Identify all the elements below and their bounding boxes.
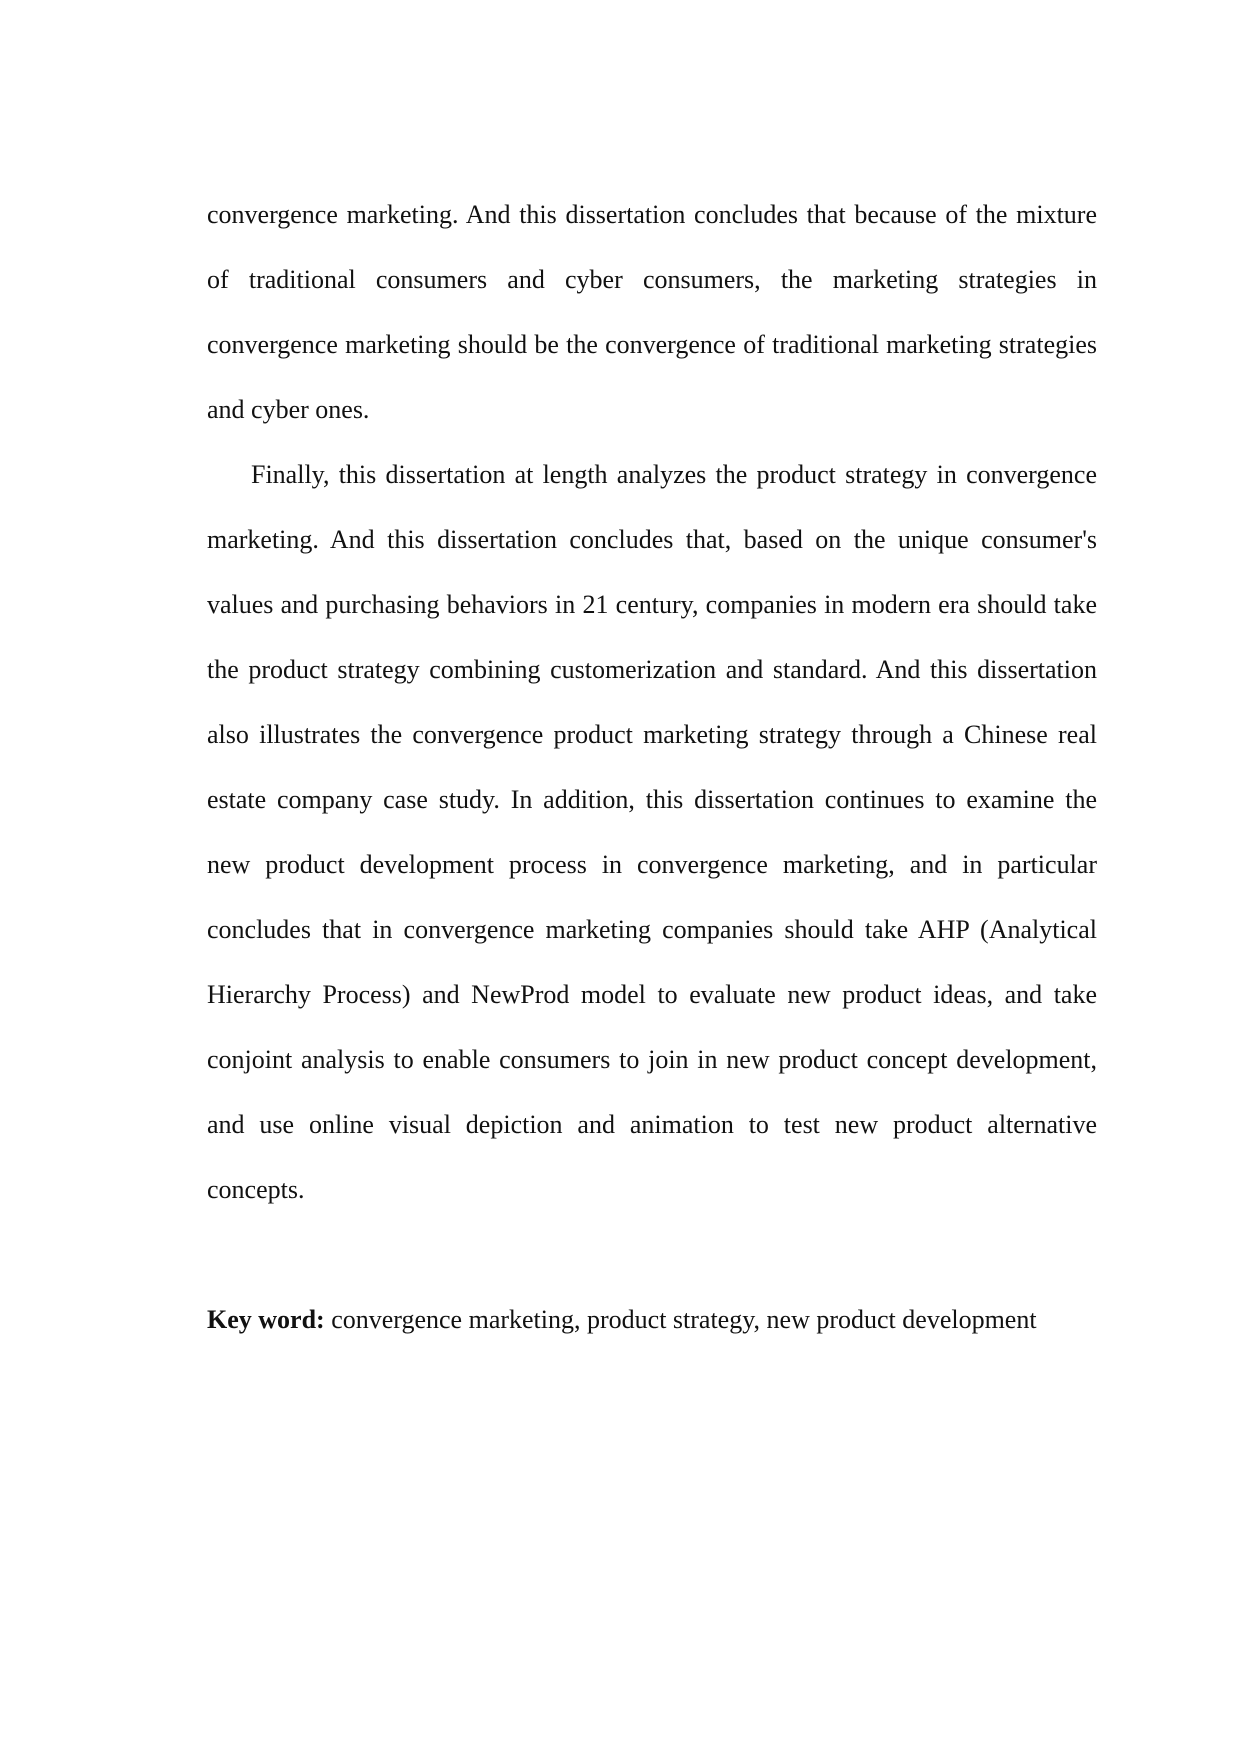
paragraph-spacer — [207, 1222, 1097, 1287]
paragraph-product-strategy: Finally, this dissertation at length analyzes the product strategy in convergence marketing. And this dissertation concludes that, based on the unique consumer's values and purchasing behaviors in 21 century, companies in modern era should take the product strategy combining customerization and standard. And this dissertation also illustrates the convergence product marketing strategy through a Chinese real estate company case study. In addition, this dissertation continues to examine the new product development process in convergence marketing, and in particular concludes that in convergence marketing companies should take AHP (Analytical Hierarchy Process) and NewProd model to evaluate new product ideas, and take conjoint analysis to enable consumers to join in new product concept development, and use online visual depiction and animation to test new product alternative concepts. — [207, 460, 1097, 1204]
body-text — [207, 182, 1097, 1352]
keywords-text: convergence marketing, product strategy, new product development — [331, 1305, 1037, 1334]
keywords-paragraph — [207, 1287, 1097, 1352]
paragraph-continuation: convergence marketing. And this dissertation concludes that because of the mixture of traditional consumers and cyber consumers, the marketing strategies in convergence marketing should be the convergence of traditional marketing strategies and cyber ones. — [207, 200, 1097, 424]
keywords-label: Key word: — [207, 1305, 325, 1334]
